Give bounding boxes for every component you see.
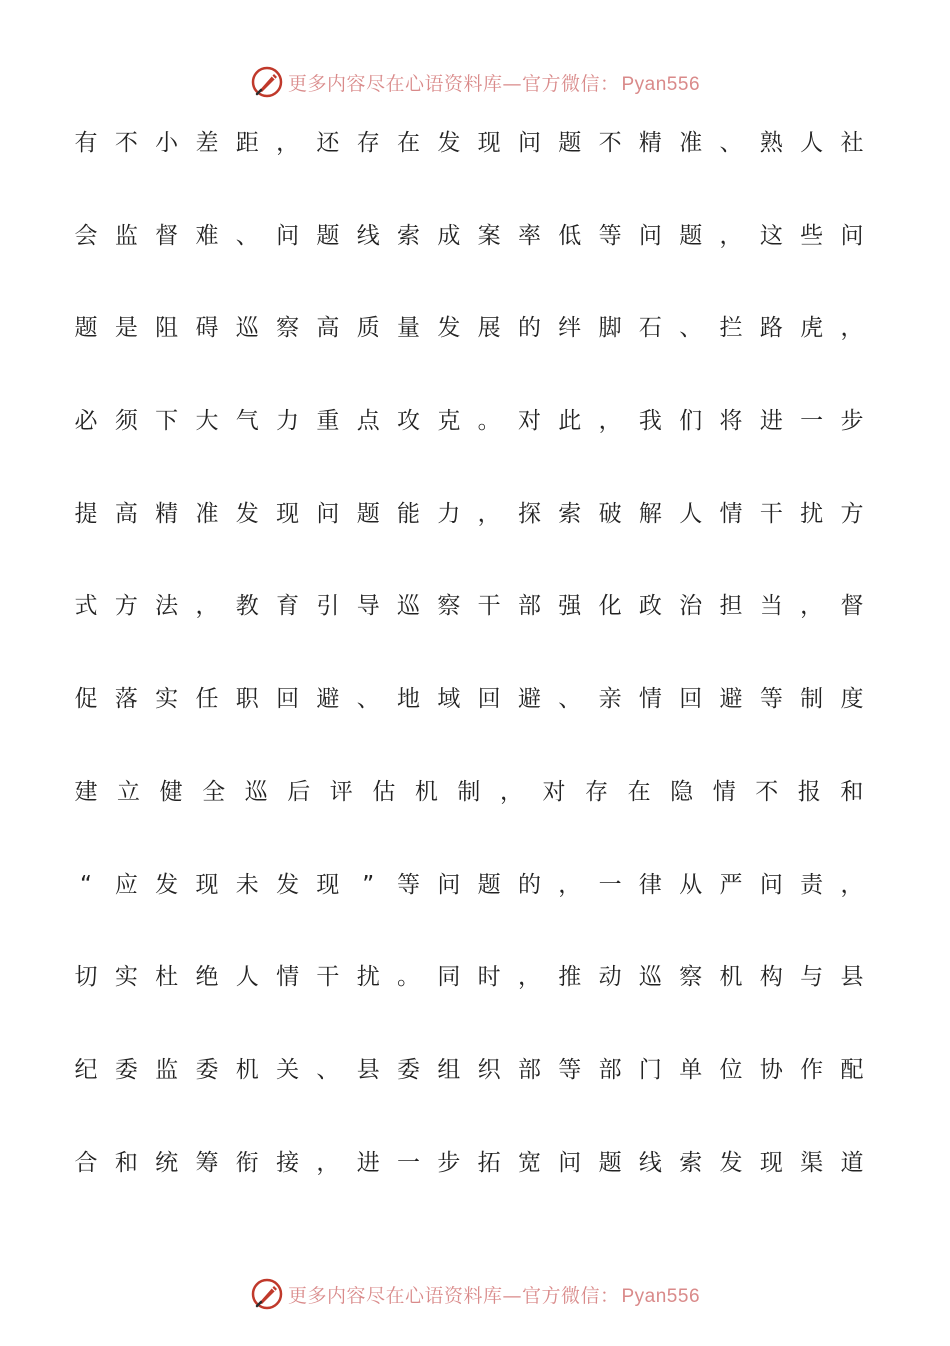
watermark-text (288, 1281, 700, 1308)
watermark-label: 更多内容尽在心语资料库—官方微信： (287, 72, 620, 95)
body-line: 切 实 杜 绝 人 情 干 扰 。 同 时 ， 推 动 巡 察 机 构 与 县 (74, 964, 864, 991)
watermark-text (288, 69, 700, 96)
body-line: 必 须 下 大 气 力 重 点 攻 克 。 对 此 ， 我 们 将 进 一 步 (74, 408, 864, 435)
quill-pen-emblem-icon (250, 1277, 284, 1311)
document-body (74, 118, 864, 1230)
body-line: “ 应 发 现 未 发 现 ” 等 问 题 的 ， 一 律 从 严 问 责 ， (80, 871, 864, 898)
body-line: 纪 委 监 委 机 关 、 县 委 组 织 部 等 部 门 单 位 协 作 配 (74, 1056, 864, 1083)
watermark-label: 更多内容尽在心语资料库—官方微信： (287, 1284, 620, 1307)
body-line: 促 落 实 任 职 回 避 、 地 域 回 避 、 亲 情 回 避 等 制 度 (74, 686, 864, 713)
header-watermark (0, 62, 950, 102)
body-line: 合 和 统 筹 衔 接 ， 进 一 步 拓 宽 问 题 线 索 发 现 渠 道 (74, 1149, 864, 1176)
body-line: 有 不 小 差 距 ， 还 存 在 发 现 问 题 不 精 准 、 熟 人 社 (74, 130, 864, 156)
body-line: 式 方 法 ， 教 育 引 导 巡 察 干 部 强 化 政 治 担 当 ， 督 (74, 593, 864, 620)
body-line: 会 监 督 难 、 问 题 线 索 成 案 率 低 等 问 题 ， 这 些 问 (74, 222, 864, 249)
watermark-brand: Pyan556 (621, 1285, 701, 1307)
body-line: 题 是 阻 碍 巡 察 高 质 量 发 展 的 绊 脚 石 、 拦 路 虎 ， (74, 315, 864, 342)
footer-watermark (0, 1274, 950, 1314)
body-line: 建 立 健 全 巡 后 评 估 机 制 ， 对 存 在 隐 情 不 报 和 (74, 778, 864, 805)
watermark-brand: Pyan556 (621, 73, 701, 95)
quill-pen-emblem-icon (250, 65, 284, 99)
body-line: 提 高 精 准 发 现 问 题 能 力 ， 探 索 破 解 人 情 干 扰 方 (74, 500, 864, 527)
